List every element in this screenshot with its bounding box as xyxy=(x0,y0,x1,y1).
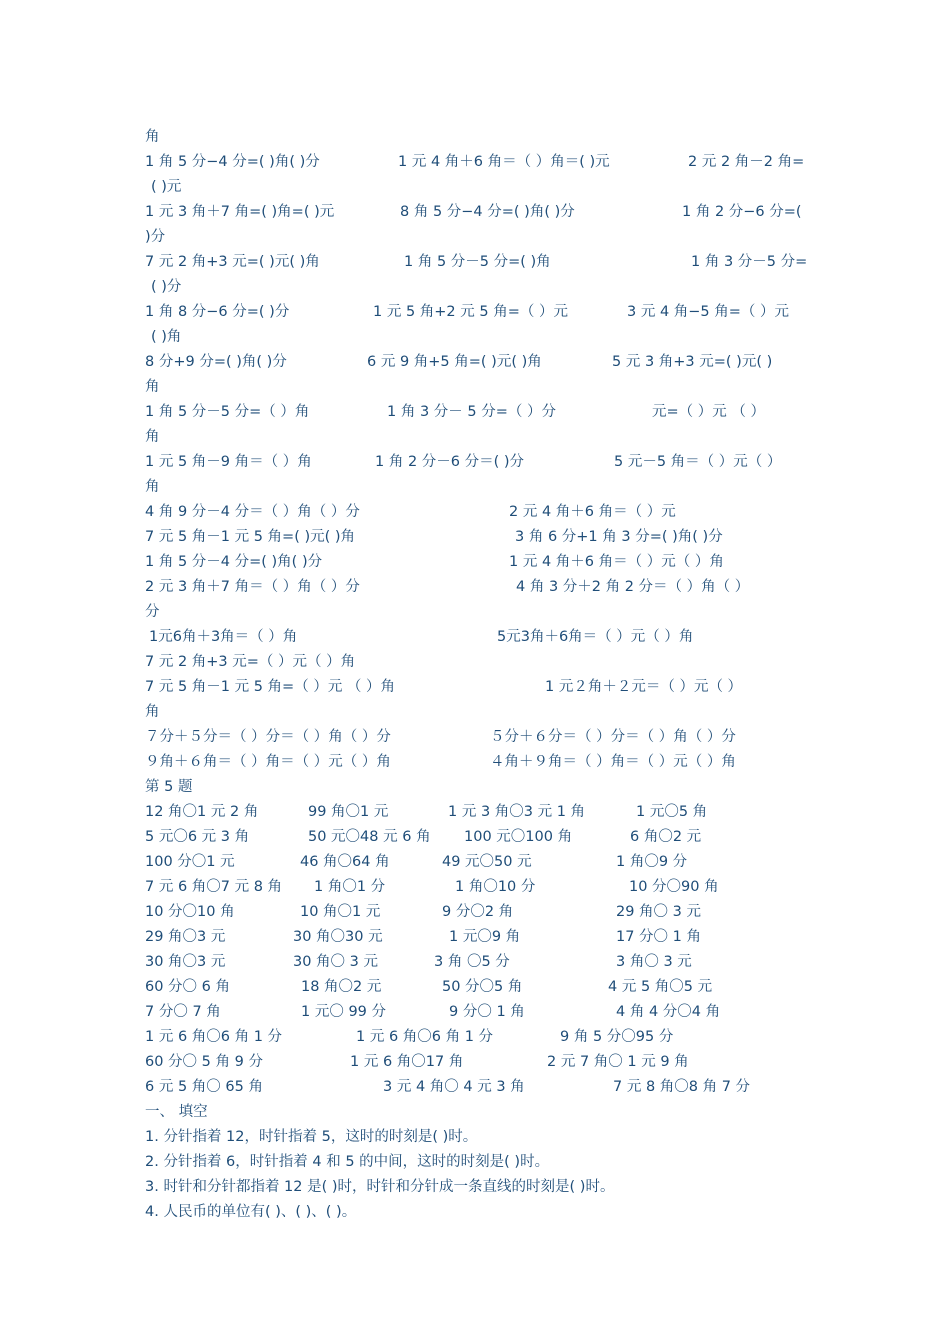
worksheet-text: 3 角 〇5 分 xyxy=(434,954,510,970)
worksheet-text: 99 角〇1 元 xyxy=(308,804,389,820)
worksheet-text: 49 元〇50 元 xyxy=(442,854,532,870)
worksheet-text: 4 元 5 角〇5 元 xyxy=(608,979,713,995)
worksheet-line xyxy=(145,475,810,500)
worksheet-text: 6 元 5 角〇 65 角 xyxy=(145,1079,263,1095)
worksheet-text: 2. 分针指着 6，时针指着 4 和 5 的中间，这时的时刻是( )时。 xyxy=(145,1154,550,1170)
worksheet-line xyxy=(145,650,810,675)
worksheet-text: 1 角 3 分－5 分= xyxy=(691,254,808,270)
worksheet-text: 8 角 5 分−4 分=( )角( )分 xyxy=(400,204,575,220)
worksheet-text: 30 角〇 3 元 xyxy=(293,954,379,970)
worksheet-line xyxy=(145,900,810,925)
worksheet-text: 1 元 6 角〇17 角 xyxy=(350,1054,464,1070)
worksheet-text: 1 元 4 角＋6 角＝（ ）元（ ）角 xyxy=(509,554,724,570)
worksheet-text: 7 元 5 角－1 元 5 角=（ ）元 （ ）角 xyxy=(145,679,396,695)
worksheet-line xyxy=(145,1100,810,1125)
worksheet-line xyxy=(145,1175,810,1200)
worksheet-line xyxy=(145,125,810,150)
worksheet-line xyxy=(145,975,810,1000)
worksheet-text: 29 角〇 3 元 xyxy=(616,904,702,920)
worksheet-text: 1元6角＋3角＝（ ）角 xyxy=(149,629,298,645)
worksheet-line xyxy=(145,500,810,525)
worksheet-text: 18 角〇2 元 xyxy=(301,979,382,995)
worksheet-line xyxy=(145,700,810,725)
worksheet-text: 9 分〇2 角 xyxy=(442,904,514,920)
worksheet-text: 2 元 3 角＋7 角＝（ ）角（ ）分 xyxy=(145,579,360,595)
worksheet-line xyxy=(145,300,810,325)
worksheet-line xyxy=(145,775,810,800)
worksheet-line xyxy=(145,400,810,425)
worksheet-text: 50 元〇48 元 6 角 xyxy=(308,829,431,845)
worksheet-text: 30 角〇30 元 xyxy=(293,929,383,945)
worksheet-line xyxy=(145,1025,810,1050)
worksheet-text: 10 角〇1 元 xyxy=(300,904,381,920)
worksheet-text: 6 角〇2 元 xyxy=(630,829,702,845)
worksheet-text: 分 xyxy=(145,604,160,620)
worksheet-text: 2 元 7 角〇 1 元 9 角 xyxy=(547,1054,689,1070)
worksheet-text: 1 元 3 角＋7 角=( )角=( )元 xyxy=(145,204,335,220)
worksheet-text: ４角＋９角＝（ ）角＝（ ）元（ ）角 xyxy=(490,754,736,770)
worksheet-text: 角 xyxy=(145,129,160,145)
worksheet-text: 1 角 5 分−4 分=( )角( )分 xyxy=(145,154,320,170)
worksheet-text: 8 分+9 分=( )角( )分 xyxy=(145,354,287,370)
worksheet-line xyxy=(145,600,810,625)
worksheet-text: 30 角〇3 元 xyxy=(145,954,226,970)
worksheet-text: 7 元 8 角〇8 角 7 分 xyxy=(613,1079,751,1095)
worksheet-text: ５分＋６分＝（ ）分＝（ ）角（ ）分 xyxy=(490,729,736,745)
worksheet-text: 50 分〇5 角 xyxy=(442,979,523,995)
worksheet-line xyxy=(145,525,810,550)
worksheet-line xyxy=(145,925,810,950)
worksheet-text: )分 xyxy=(145,229,166,245)
worksheet-text: 46 角〇64 角 xyxy=(300,854,390,870)
worksheet-text: ( )元 xyxy=(151,179,182,195)
worksheet-line xyxy=(145,1150,810,1175)
worksheet-text: 角 xyxy=(145,379,160,395)
worksheet-text: ９角＋６角＝（ ）角＝（ ）元（ ）角 xyxy=(145,754,391,770)
worksheet-text: 1 角 5 分－4 分=( )角( )分 xyxy=(145,554,323,570)
worksheet-text: 1 元〇9 角 xyxy=(449,929,521,945)
worksheet-line xyxy=(145,350,810,375)
worksheet-line xyxy=(145,575,810,600)
worksheet-text: 7 元 2 角+3 元=（ ）元（ ）角 xyxy=(145,654,356,670)
worksheet-text: 10 分〇10 角 xyxy=(145,904,235,920)
worksheet-text: 1 角 8 分−6 分=( )分 xyxy=(145,304,290,320)
worksheet-text: 1 元 4 角＋6 角＝（ ）角＝( )元 xyxy=(398,154,610,170)
worksheet-line xyxy=(145,750,810,775)
worksheet-text: 7 分〇 7 角 xyxy=(145,1004,221,1020)
worksheet-text: ( )分 xyxy=(151,279,182,295)
worksheet-text: ７分＋５分＝（ ）分＝（ ）角（ ）分 xyxy=(145,729,391,745)
worksheet-text: 1 元 6 角〇6 角 1 分 xyxy=(145,1029,283,1045)
worksheet-text: 9 角 5 分〇95 分 xyxy=(560,1029,674,1045)
worksheet-text: 3. 时针和分针都指着 12 是( )时，时针和分针成一条直线的时刻是( )时。 xyxy=(145,1179,615,1195)
worksheet-line xyxy=(145,675,810,700)
worksheet-text: 4 角 9 分－4 分＝（ ）角（ ）分 xyxy=(145,504,360,520)
worksheet-text: 1 角〇10 分 xyxy=(455,879,536,895)
worksheet-text: 1 元 6 角〇6 角 1 分 xyxy=(356,1029,494,1045)
worksheet-text: 4 角 3 分＋2 角 2 分＝（ ）角（ ） xyxy=(516,579,750,595)
worksheet-text: 2 元 2 角－2 角= xyxy=(688,154,805,170)
worksheet-text: 5 元－5 角＝（ ）元（ ） xyxy=(614,454,782,470)
worksheet-text: 3 元 4 角−5 角=（ ）元 xyxy=(627,304,790,320)
worksheet-line xyxy=(145,1075,810,1100)
worksheet-text: 1 角 5 分－5 分=（ ）角 xyxy=(145,404,310,420)
worksheet-line xyxy=(145,1050,810,1075)
worksheet-text: 1. 分针指着 12，时针指着 5，这时的时刻是( )时。 xyxy=(145,1129,478,1145)
worksheet-text: 1 角 2 分－6 分＝( )分 xyxy=(375,454,525,470)
worksheet-line xyxy=(145,250,810,275)
worksheet-text: 3 元 4 角〇 4 元 3 角 xyxy=(383,1079,525,1095)
worksheet-text: 7 元 2 角+3 元=( )元( )角 xyxy=(145,254,320,270)
worksheet-text: ( )角 xyxy=(151,329,182,345)
worksheet-text: 10 分〇90 角 xyxy=(629,879,719,895)
worksheet-text: 1 元 5 角+2 元 5 角=（ ）元 xyxy=(373,304,568,320)
worksheet-text: 29 角〇3 元 xyxy=(145,929,226,945)
worksheet-text: 1 角 5 分－5 分=( )角 xyxy=(404,254,551,270)
worksheet-text: 角 xyxy=(145,704,160,720)
worksheet-line xyxy=(145,1000,810,1025)
worksheet-line xyxy=(145,550,810,575)
worksheet-text: 元=（ ）元 （ ） xyxy=(652,404,765,420)
worksheet-text: 4 角 4 分〇4 角 xyxy=(616,1004,721,1020)
worksheet-text: 1 元 5 角－9 角＝（ ）角 xyxy=(145,454,312,470)
worksheet-text: 9 分〇 1 角 xyxy=(449,1004,525,1020)
worksheet-line xyxy=(145,450,810,475)
worksheet-line xyxy=(145,225,810,250)
worksheet-text: 17 分〇 1 角 xyxy=(616,929,702,945)
worksheet-line xyxy=(145,800,810,825)
worksheet-text: 第 5 题 xyxy=(145,779,193,795)
worksheet-text: 3 角〇 3 元 xyxy=(616,954,692,970)
worksheet-text: 60 分〇 5 角 9 分 xyxy=(145,1054,263,1070)
worksheet-text: 1 角 3 分－ 5 分=（ ）分 xyxy=(387,404,556,420)
worksheet-text: 6 元 9 角+5 角=( )元( )角 xyxy=(367,354,542,370)
worksheet-line xyxy=(145,200,810,225)
worksheet-line xyxy=(145,275,810,300)
worksheet-line xyxy=(145,825,810,850)
worksheet-text: 1 元２角＋２元＝（ ）元（ ） xyxy=(545,679,743,695)
worksheet-line xyxy=(145,150,810,175)
worksheet-text: 2 元 4 角＋6 角＝（ ）元 xyxy=(509,504,676,520)
worksheet-line xyxy=(145,850,810,875)
worksheet-text: 角 xyxy=(145,429,160,445)
worksheet-line xyxy=(145,950,810,975)
worksheet-line xyxy=(145,725,810,750)
worksheet-text: 1 角〇9 分 xyxy=(616,854,688,870)
worksheet-text: 100 元〇100 角 xyxy=(464,829,573,845)
worksheet-text: 1 元〇 99 分 xyxy=(301,1004,387,1020)
worksheet-text: 3 角 6 分+1 角 3 分=( )角( )分 xyxy=(515,529,723,545)
worksheet-line xyxy=(145,175,810,200)
worksheet-text: 4. 人民币的单位有( )、( )、( )。 xyxy=(145,1204,357,1220)
worksheet-line xyxy=(145,375,810,400)
worksheet-text: 7 元 5 角－1 元 5 角=( )元( )角 xyxy=(145,529,356,545)
worksheet-text: 60 分〇 6 角 xyxy=(145,979,231,995)
worksheet-text: 1 角 2 分−6 分=( xyxy=(682,204,802,220)
worksheet-line xyxy=(145,625,810,650)
worksheet-text: 5 元 3 角+3 元=( )元( ) xyxy=(612,354,773,370)
worksheet-text: 7 元 6 角〇7 元 8 角 xyxy=(145,879,283,895)
worksheet-text: 12 角〇1 元 2 角 xyxy=(145,804,259,820)
worksheet-text: 1 元〇5 角 xyxy=(636,804,708,820)
worksheet-text: 1 角〇1 分 xyxy=(314,879,386,895)
worksheet-text: 一、 填空 xyxy=(145,1104,208,1120)
worksheet-line xyxy=(145,875,810,900)
worksheet-text: 5元3角＋6角＝（ ）元（ ）角 xyxy=(497,629,694,645)
worksheet-line xyxy=(145,325,810,350)
worksheet-text: 100 分〇1 元 xyxy=(145,854,235,870)
worksheet-line xyxy=(145,1125,810,1150)
worksheet-text: 5 元〇6 元 3 角 xyxy=(145,829,250,845)
worksheet-line xyxy=(145,425,810,450)
worksheet-text: 1 元 3 角〇3 元 1 角 xyxy=(448,804,586,820)
worksheet-text: 角 xyxy=(145,479,160,495)
worksheet-line xyxy=(145,1200,810,1225)
